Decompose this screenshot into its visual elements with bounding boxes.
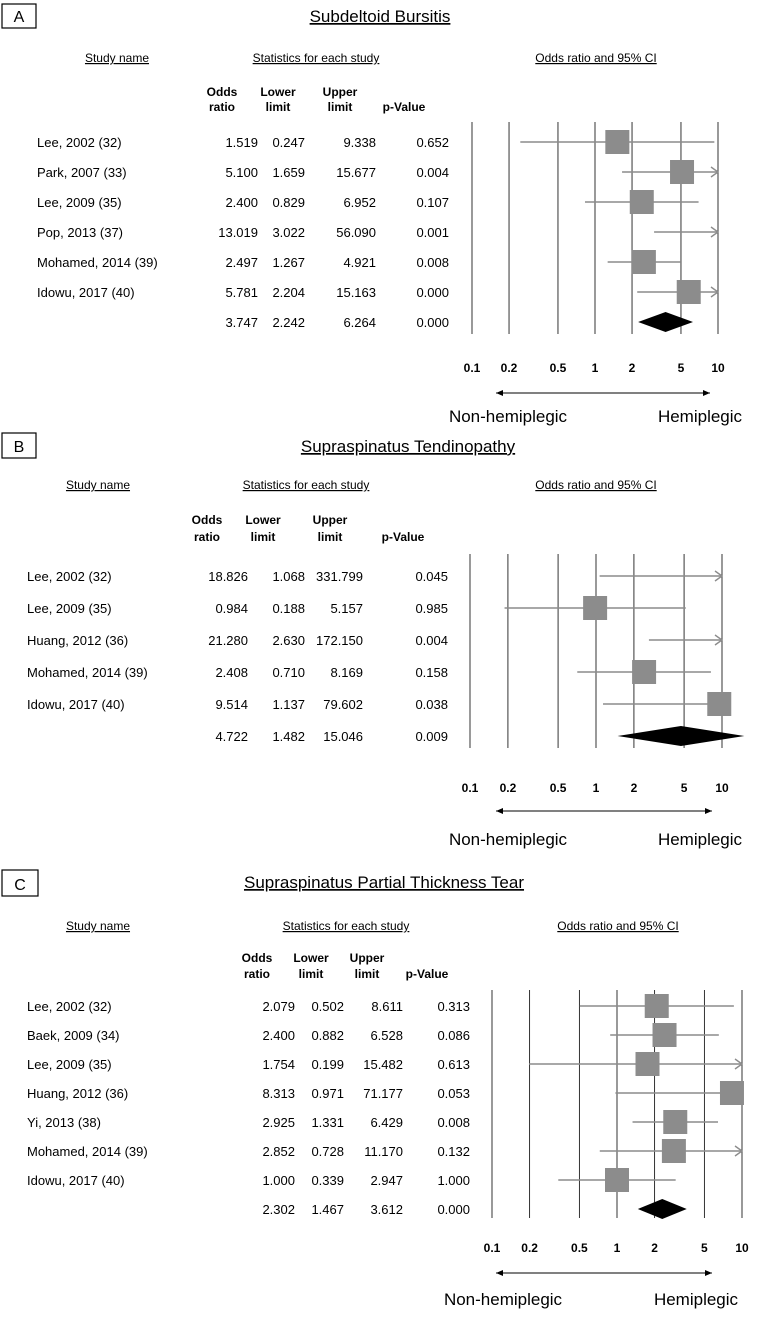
lower-limit-value: 0.199 [311,1057,344,1072]
upper-limit-value: 172.150 [316,633,363,648]
lower-limit-value: 0.339 [311,1173,344,1188]
upper-limit-value: 15.482 [363,1057,403,1072]
lower-limit-value: 1.267 [272,255,305,270]
lower-limit-value: 1.137 [272,697,305,712]
x-tick-label: 5 [677,361,685,375]
study-name: Idowu, 2017 (40) [27,1173,125,1188]
odds-ratio-value: 2.408 [215,665,248,680]
odds-ratio-header: ratio [243,967,271,981]
x-tick-label: 1 [592,781,600,795]
summary-upper-limit: 3.612 [370,1202,403,1217]
study-name: Lee, 2002 (32) [27,999,112,1014]
upper-limit-value: 71.177 [363,1086,403,1101]
upper-limit-value: 331.799 [316,569,363,584]
summary-upper-limit: 15.046 [323,729,363,744]
summary-odds-ratio: 4.722 [215,729,248,744]
arrow-head-right [705,808,712,814]
p-value-value: 0.008 [416,255,449,270]
odds-ratio-value: 1.000 [262,1173,295,1188]
p-value-header: p-Value [382,100,426,114]
lower-limit-value: 0.971 [311,1086,344,1101]
summary-diamond [638,312,693,332]
odds-ratio-value: 18.826 [208,569,248,584]
lower-limit-value: 1.659 [272,165,305,180]
study-name: Huang, 2012 (36) [27,1086,129,1101]
odds-ratio-value: 2.852 [262,1144,295,1159]
panel-letter: A [13,9,25,26]
study-name: Mohamed, 2014 (39) [27,1144,148,1159]
odds-ratio-value: 5.781 [225,285,258,300]
lower-limit-value: 1.331 [311,1115,344,1130]
lower-limit-value: 0.829 [272,195,305,210]
x-tick-label: 0.5 [549,781,567,795]
panel-letter: C [14,877,26,894]
x-tick-label: 0.1 [463,361,481,375]
point-estimate-square [632,250,656,274]
arrow-head-right [705,1270,712,1276]
p-value-value: 1.000 [437,1173,470,1188]
upper-limit-value: 6.528 [370,1028,403,1043]
upper-limit-value: 8.169 [330,665,363,680]
p-value-value: 0.001 [416,225,449,240]
odds-ratio-value: 13.019 [218,225,258,240]
study-name: Pop, 2013 (37) [37,225,124,240]
upper-limit-value: 6.429 [370,1115,403,1130]
summary-diamond [618,726,745,746]
upper-limit-value: 5.157 [330,601,363,616]
odds-ratio-value: 1.519 [225,135,258,150]
p-value-value: 0.132 [437,1144,470,1159]
odds-ratio-value: 0.984 [215,601,248,616]
summary-p-value: 0.009 [415,729,448,744]
statistics-header: Statistics for each study [252,51,380,65]
summary-odds-ratio: 2.302 [262,1202,295,1217]
p-value-value: 0.985 [415,601,448,616]
panel-title: Supraspinatus Partial Thickness Tear [243,873,525,892]
study-name: Lee, 2009 (35) [37,195,122,210]
p-value-value: 0.000 [416,285,449,300]
odds-ratio-value: 8.313 [262,1086,295,1101]
arrow-head-left [496,1270,503,1276]
x-tick-label: 5 [701,1241,708,1255]
p-value-value: 0.313 [437,999,470,1014]
lower-limit-header: Lower [245,513,281,527]
lower-limit-header: limit [250,530,276,544]
odds-ratio-value: 5.100 [225,165,258,180]
favours-right-label: Hemiplegic [653,1290,739,1309]
p-value-value: 0.045 [415,569,448,584]
p-value-value: 0.053 [437,1086,470,1101]
point-estimate-square [720,1081,744,1105]
lower-limit-header: Lower [293,951,329,965]
upper-limit-value: 56.090 [336,225,376,240]
summary-diamond [638,1199,687,1219]
study-name: Lee, 2002 (32) [27,569,112,584]
upper-limit-value: 4.921 [343,255,376,270]
study-name-header: Study name [65,478,131,492]
favours-left-label: Non-hemiplegic [443,1290,563,1309]
favours-right-label: Hemiplegic [657,830,743,849]
point-estimate-square [663,1110,687,1134]
upper-limit-header: limit [317,530,343,544]
lower-limit-header: limit [265,100,291,114]
x-tick-label: 2 [628,361,636,375]
x-tick-label: 2 [651,1241,658,1255]
odds-ratio-header: Odds [241,951,273,965]
summary-odds-ratio: 3.747 [225,315,258,330]
point-estimate-square [630,190,654,214]
p-value-header: p-Value [405,967,449,981]
odds-ratio-ci-header: Odds ratio and 95% CI [557,919,679,933]
p-value-value: 0.038 [415,697,448,712]
lower-limit-value: 0.502 [311,999,344,1014]
study-name: Baek, 2009 (34) [27,1028,120,1043]
p-value-value: 0.652 [416,135,449,150]
x-tick-label: 0.2 [500,361,518,375]
x-tick-label: 1 [613,1241,621,1255]
favours-left-label: Non-hemiplegic [448,407,568,426]
statistics-header: Statistics for each study [282,919,410,933]
point-estimate-square [632,660,656,684]
odds-ratio-header: ratio [208,100,236,114]
lower-limit-header: limit [298,967,324,981]
p-value-value: 0.613 [437,1057,470,1072]
point-estimate-square [662,1139,686,1163]
odds-ratio-header: ratio [193,530,221,544]
summary-lower-limit: 1.467 [311,1202,344,1217]
panel-title: Supraspinatus Tendinopathy [300,437,516,456]
study-name: Lee, 2002 (32) [37,135,122,150]
odds-ratio-header: Odds [191,513,223,527]
odds-ratio-value: 21.280 [208,633,248,648]
study-name: Park, 2007 (33) [37,165,127,180]
p-value-header: p-Value [381,530,425,544]
odds-ratio-value: 2.400 [262,1028,295,1043]
lower-limit-value: 0.247 [272,135,305,150]
arrow-head-right [703,390,710,396]
lower-limit-value: 2.204 [272,285,305,300]
point-estimate-square [670,160,694,184]
study-name: Lee, 2009 (35) [27,601,112,616]
arrow-head-left [496,808,503,814]
lower-limit-value: 1.068 [272,569,305,584]
favours-left-label: Non-hemiplegic [448,830,568,849]
x-tick-label: 0.1 [461,781,479,795]
x-tick-label: 0.5 [549,361,567,375]
odds-ratio-value: 2.925 [262,1115,295,1130]
summary-lower-limit: 2.242 [272,315,305,330]
upper-limit-value: 8.611 [371,999,403,1014]
p-value-value: 0.107 [416,195,449,210]
x-tick-label: 10 [711,361,725,375]
odds-ratio-value: 1.754 [262,1057,295,1072]
point-estimate-square [605,1168,629,1192]
p-value-value: 0.158 [415,665,448,680]
study-name: Yi, 2013 (38) [27,1115,101,1130]
upper-limit-header: Upper [322,85,358,99]
favours-right-label: Hemiplegic [657,407,743,426]
statistics-header: Statistics for each study [242,478,370,492]
odds-ratio-ci-header: Odds ratio and 95% CI [535,51,657,65]
point-estimate-square [583,596,607,620]
study-name: Huang, 2012 (36) [27,633,129,648]
x-tick-label: 10 [735,1241,749,1255]
study-name: Mohamed, 2014 (39) [27,665,148,680]
upper-limit-value: 6.952 [343,195,376,210]
upper-limit-value: 2.947 [370,1173,403,1188]
point-estimate-square [653,1023,677,1047]
lower-limit-value: 2.630 [272,633,305,648]
summary-p-value: 0.000 [416,315,449,330]
upper-limit-header: Upper [312,513,348,527]
lower-limit-value: 0.710 [272,665,305,680]
study-name-header: Study name [65,919,131,933]
lower-limit-value: 0.188 [272,601,305,616]
upper-limit-value: 79.602 [323,697,363,712]
arrow-head-left [496,390,503,396]
p-value-value: 0.004 [416,165,449,180]
x-tick-label: 10 [715,781,729,795]
upper-limit-value: 11.170 [364,1144,403,1159]
x-tick-label: 0.1 [483,1241,501,1255]
panel-title: Subdeltoid Bursitis [309,7,451,26]
point-estimate-square [605,130,629,154]
upper-limit-value: 15.677 [336,165,376,180]
study-name: Mohamed, 2014 (39) [37,255,158,270]
lower-limit-value: 3.022 [272,225,305,240]
study-name-header: Study name [84,51,150,65]
point-estimate-square [677,280,701,304]
x-tick-label: 1 [591,361,599,375]
study-name: Idowu, 2017 (40) [27,697,125,712]
study-name: Idowu, 2017 (40) [37,285,135,300]
summary-lower-limit: 1.482 [272,729,305,744]
summary-p-value: 0.000 [437,1202,470,1217]
lower-limit-value: 0.728 [311,1144,344,1159]
upper-limit-value: 15.163 [336,285,376,300]
panel-letter: B [13,439,25,456]
lower-limit-value: 0.882 [311,1028,344,1043]
upper-limit-header: limit [327,100,353,114]
point-estimate-square [645,994,669,1018]
upper-limit-value: 9.338 [343,135,376,150]
x-tick-label: 0.2 [521,1241,538,1255]
x-tick-label: 2 [630,781,638,795]
upper-limit-header: Upper [349,951,385,965]
point-estimate-square [636,1052,660,1076]
p-value-value: 0.004 [415,633,448,648]
upper-limit-header: limit [354,967,380,981]
odds-ratio-value: 2.079 [262,999,295,1014]
p-value-value: 0.086 [437,1028,470,1043]
odds-ratio-value: 9.514 [215,697,248,712]
p-value-value: 0.008 [437,1115,470,1130]
odds-ratio-value: 2.400 [225,195,258,210]
odds-ratio-value: 2.497 [225,255,258,270]
x-tick-label: 5 [680,781,688,795]
point-estimate-square [707,692,731,716]
odds-ratio-ci-header: Odds ratio and 95% CI [535,478,657,492]
x-tick-label: 0.2 [499,781,517,795]
lower-limit-header: Lower [260,85,296,99]
summary-upper-limit: 6.264 [343,315,376,330]
study-name: Lee, 2009 (35) [27,1057,112,1072]
odds-ratio-header: Odds [206,85,238,99]
x-tick-label: 0.5 [571,1241,588,1255]
